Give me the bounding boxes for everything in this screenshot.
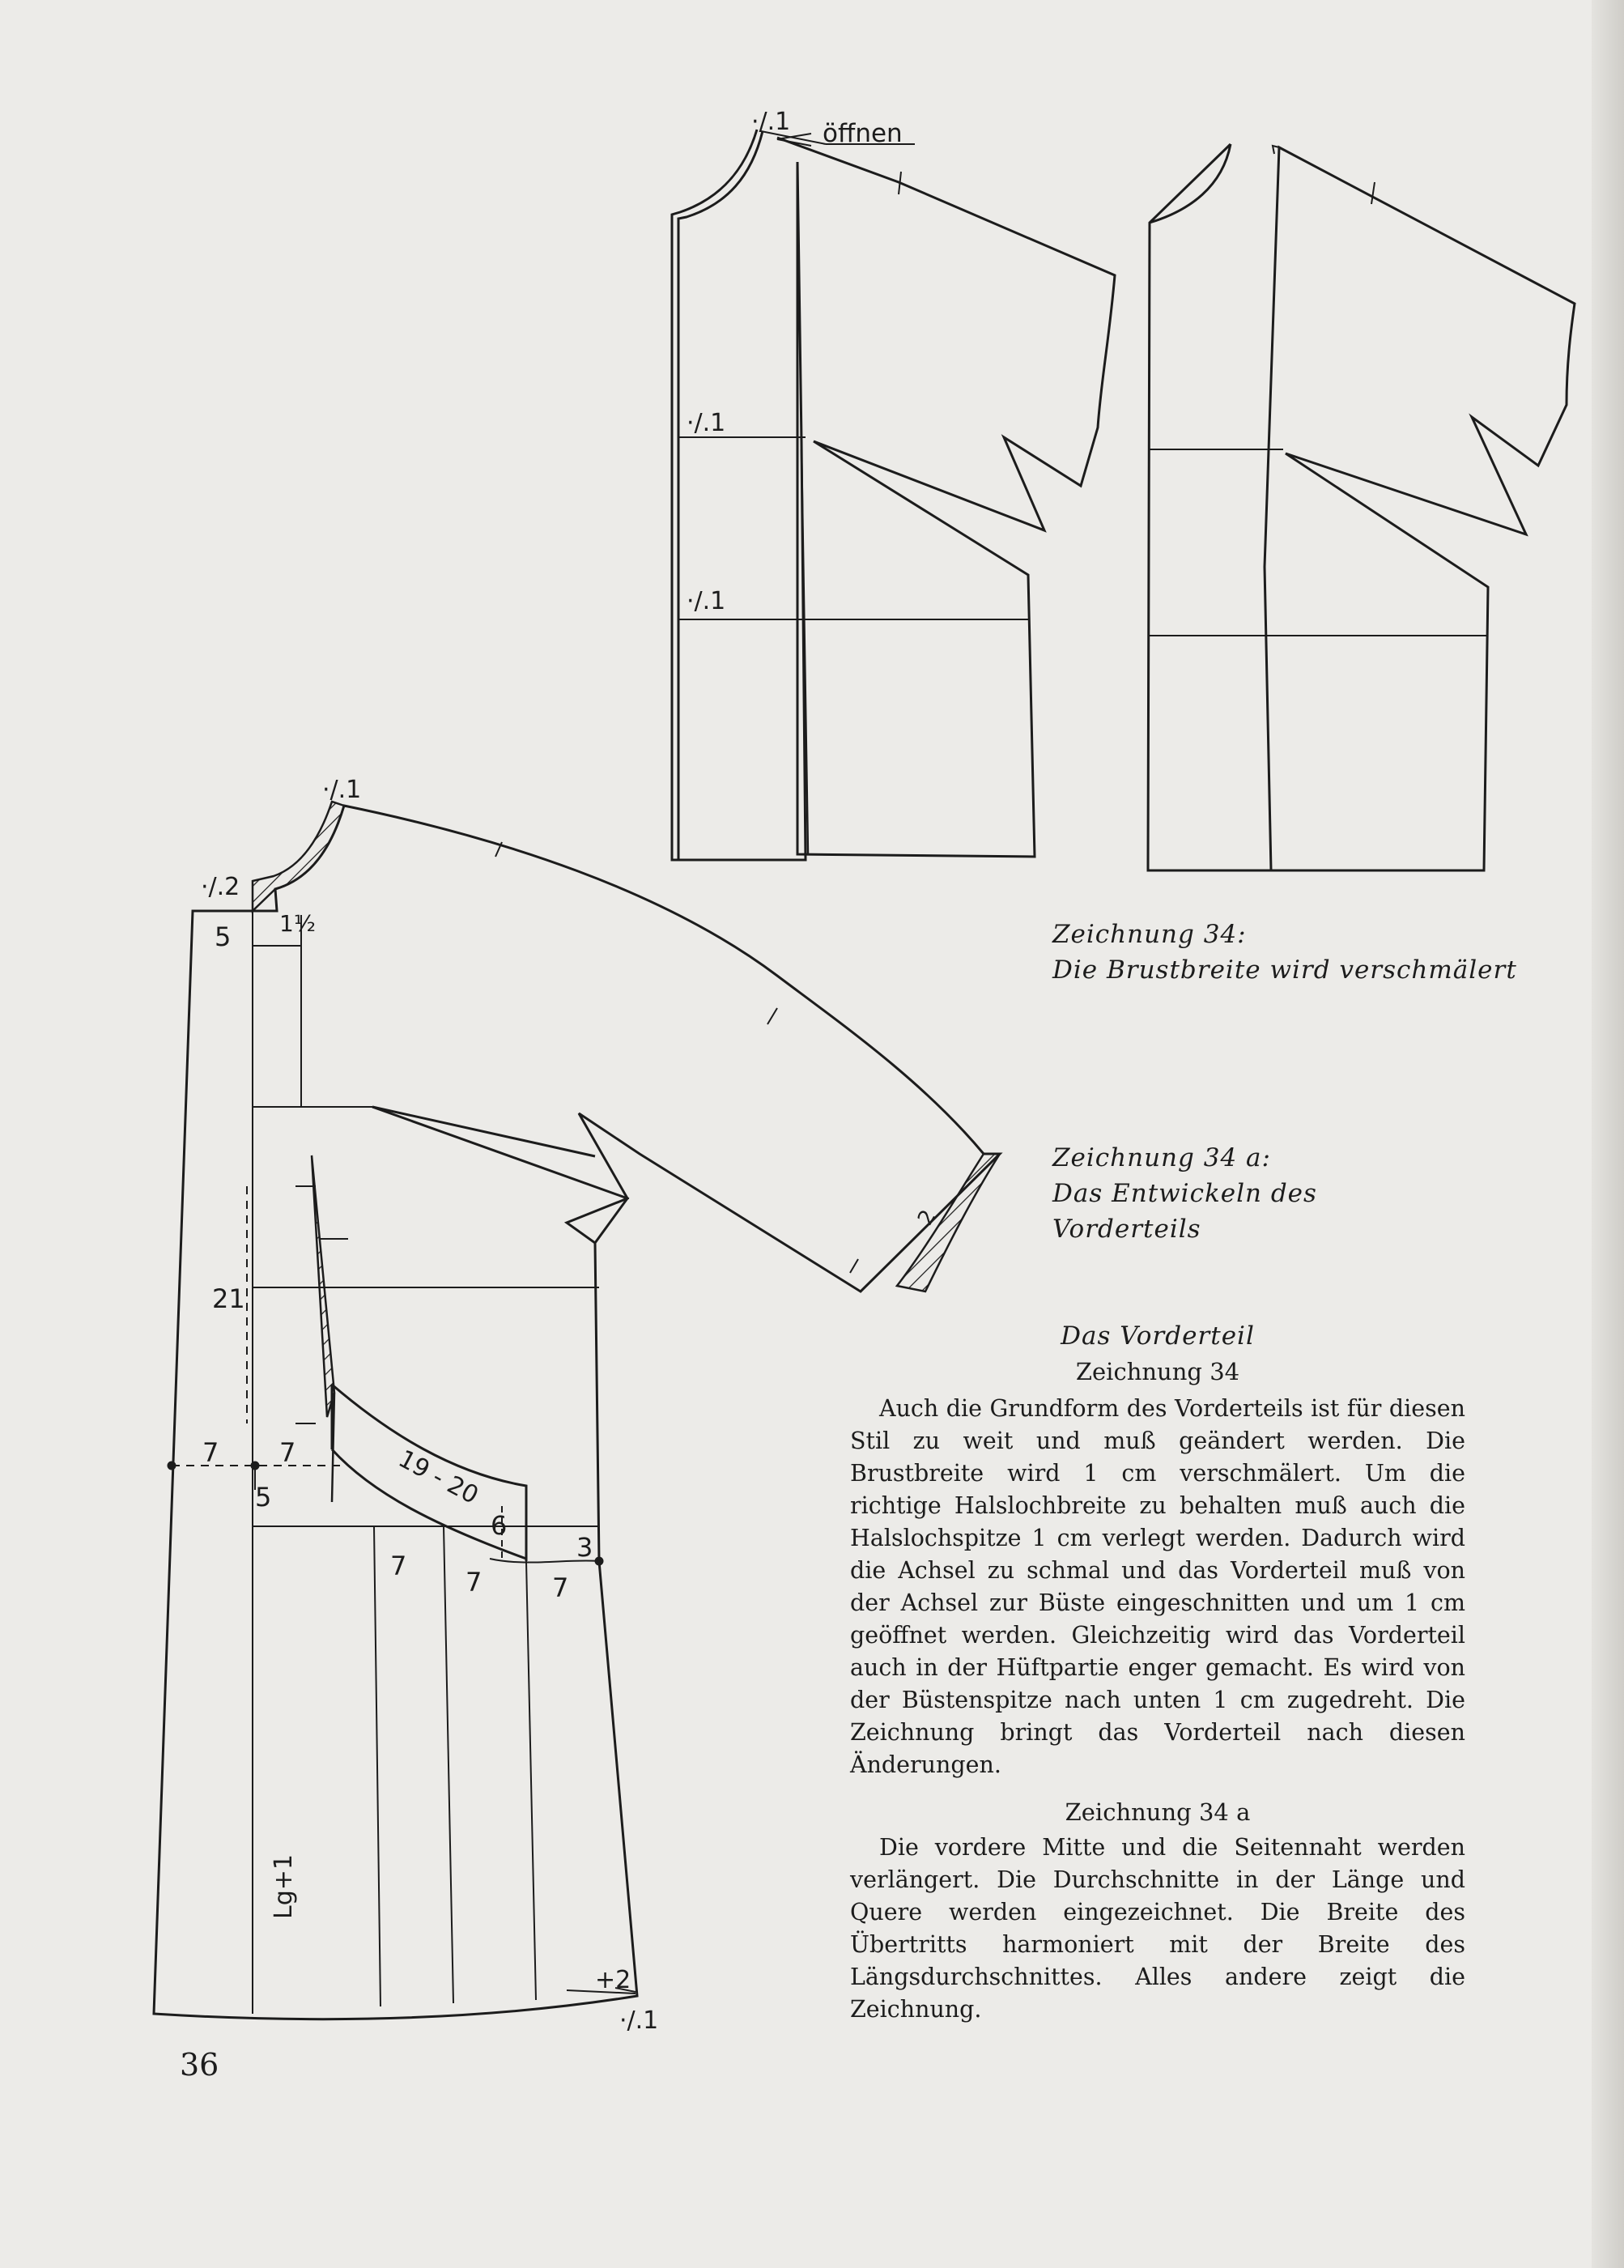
section-title: Das Vorderteil <box>1061 1321 1255 1351</box>
label-three: 3 <box>576 1532 593 1563</box>
sleeve-two-label: 2 <box>913 1206 942 1230</box>
caption-34a-line3: Vorderteils <box>1052 1215 1201 1244</box>
hem-mark: ·/.1 <box>619 2006 659 2035</box>
sleeve-hatch <box>897 1154 1000 1291</box>
label-seven-d: 7 <box>466 1567 483 1598</box>
label-nineteen-twenty: 19 - 20 <box>393 1445 483 1510</box>
caption-34a <box>1052 1140 1317 1247</box>
label-twentyone: 21 <box>212 1283 245 1314</box>
label-six: 6 <box>491 1510 508 1541</box>
subtitle-34a: Zeichnung 34 a <box>1065 1798 1251 1826</box>
caption-34-line2: Die Brustbreite wird verschmälert <box>1052 955 1517 985</box>
top-shoulder-mark: ·/.1 <box>751 108 791 136</box>
caption-34a-line1: Zeichnung 34 a: <box>1052 1143 1271 1172</box>
paragraph-34a: Die vordere Mitte und die Seitennaht werden verlängert. Die Durchschnitte in der Länge und Quere werden eingezeichnet. Die Breite des Übertritts harmoniert mit der Breite des Längsdurchschnittes. Alles andere zeigt die Zeichnung. <box>850 1834 1465 2023</box>
neckline-hatch <box>253 802 344 911</box>
caption-34 <box>1052 917 1517 988</box>
label-seven-a: 7 <box>202 1437 219 1468</box>
subtitle-34: Zeichnung 34 <box>1075 1358 1240 1385</box>
label-seven-e: 7 <box>552 1572 569 1603</box>
label-seven-b: 7 <box>279 1437 296 1468</box>
open-label: öffnen <box>823 119 903 148</box>
length-label: Lg+1 <box>270 1854 298 1919</box>
label-five-top: 5 <box>215 921 232 952</box>
caption-34a-line2: Das Entwickeln des <box>1052 1179 1317 1208</box>
page-number: 36 <box>180 2047 219 2083</box>
chest-mark: ·/.1 <box>687 409 726 437</box>
label-seven-c: 7 <box>390 1551 407 1581</box>
label-five-mid: 5 <box>255 1482 272 1513</box>
neck-mark: ·/.1 <box>322 776 362 804</box>
label-plus-two: +2 <box>595 1966 631 1994</box>
waist-mark: ·/.1 <box>687 587 726 615</box>
left-mark: ·/.2 <box>201 873 240 901</box>
figure-34-result <box>1148 144 1575 870</box>
section-vorderteil <box>850 1320 1465 2040</box>
label-one-half: 1½ <box>279 910 316 937</box>
paragraph-34: Auch die Grundform des Vorderteils ist für diesen Stil zu weit und muß geändert werden. Die Brustbreite wird 1 cm verschmälert. Um die richtige Halslochbreite zu behalten muß auch die Halslochspitze 1 cm verlegt werden. Dadurch wird die Achsel zu schmal und das Vorderteil muß von der Achsel zur Büste eingeschnitten und um 1 cm geöffnet werden. Gleichzeitig wird das Vorderteil auch in der Hüftpartie enger gemacht. Es wird von der Büstenspitze nach unten 1 cm zugedreht. Die Zeichnung bringt das Vorderteil nach diesen Änderungen. <box>850 1395 1465 1778</box>
figure-34-construction <box>672 130 1115 860</box>
caption-34-line1: Zeichnung 34: <box>1052 920 1247 949</box>
dart-hatch <box>312 1155 334 1417</box>
